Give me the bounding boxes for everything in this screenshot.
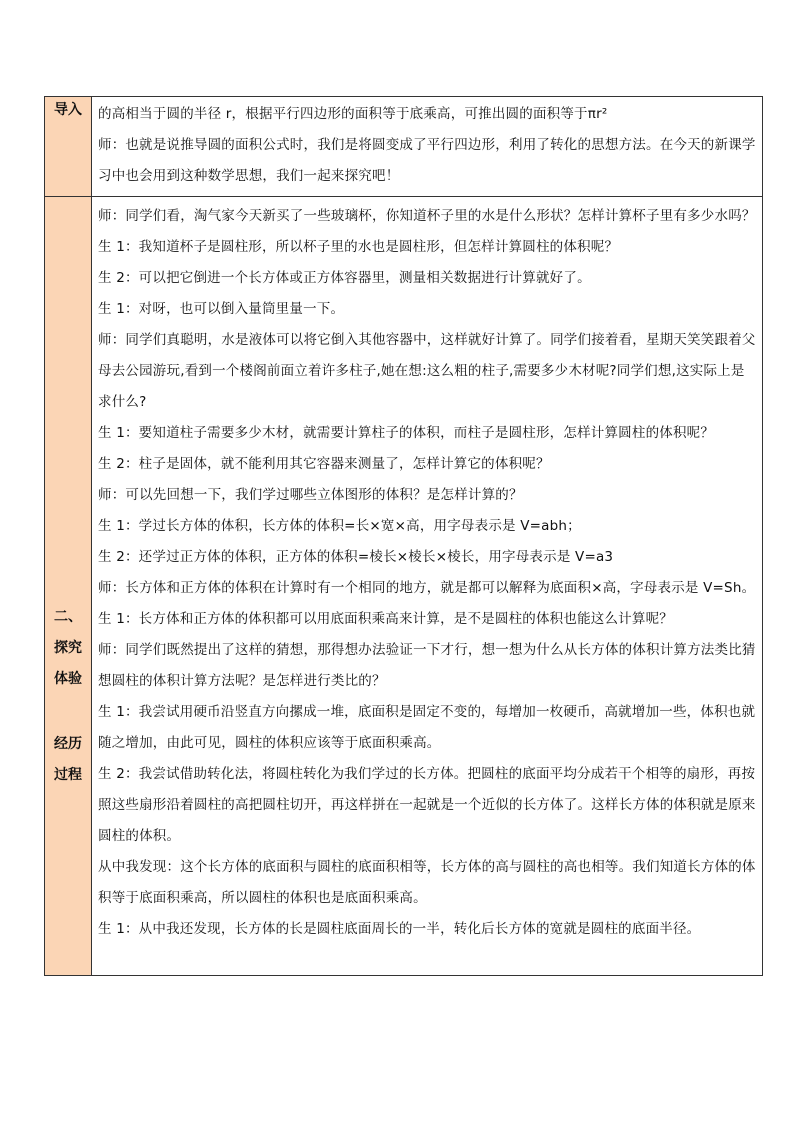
explore-label-cell [45,197,92,976]
explore-content-cell [92,197,763,976]
intro-label: 导入 [54,102,82,118]
dialogue-line: 生 2：我尝试借助转化法，将圆柱转化为我们学过的长方体。把圆柱的底面平均分成若干个相等的扇形，再按照这些扇形沿着圆柱的高把圆柱切开，再这样拼在一起就是一个近似的长方体了。这样长方体的体积就是原来圆柱的体积。 [98,766,756,844]
dialogue-line: 生 1：我尝试用硬币沿竖直方向摞成一堆，底面积是固定不变的，每增加一枚硬币，高就增加一些，体积也就随之增加，由此可见，圆柱的体积应该等于底面积乘高。 [98,704,756,751]
explore-label-line: 过程 [54,767,82,783]
intro-paragraph: 的高相当于圆的半径 r，根据平行四边形的面积等于底乘高，可推出圆的面积等于πr² [98,106,608,122]
lesson-table [44,96,763,976]
explore-label-line: 经历 [54,736,82,752]
explore-label-stack [45,197,91,975]
intro-content-cell [92,97,763,197]
dialogue-line: 生 2：柱子是固体，就不能利用其它容器来测量了，怎样计算它的体积呢？ [98,456,550,472]
dialogue-line: 师：同学们真聪明，水是液体可以将它倒入其他容器中，这样就好计算了。同学们接着看，星期天笑笑跟着父母去公园游玩,看到一个楼阁前面立着许多柱子,她在想:这么粗的柱子,需要多少木材呢?同学们想,这实际上是求什么? [98,332,756,410]
explore-label-line: 二、 [54,609,82,625]
explore-label-line: 体验 [54,671,82,687]
dialogue-line: 师：可以先回想一下，我们学过哪些立体图形的体积？是怎样计算的？ [98,487,523,503]
dialogue-line: 师：同学们看，淘气家今天新买了一些玻璃杯，你知道杯子里的水是什么形状？怎样计算杯子里有多少水吗？ [98,208,756,224]
dialogue-line: 生 1：对呀，也可以倒入量筒里量一下。 [98,301,345,317]
dialogue-line: 师：长方体和正方体的体积在计算时有一个相同的地方，就是都可以解释为底面积×高，字母表示是 V=Sh。 [98,580,756,596]
dialogue-line: 生 1：我知道杯子是圆柱形，所以杯子里的水也是圆柱形，但怎样计算圆柱的体积呢？ [98,239,619,255]
explore-label-line: 探究 [54,640,82,656]
dialogue-line: 从中我发现：这个长方体的底面积与圆柱的底面积相等，长方体的高与圆柱的高也相等。我们知道长方体的体积等于底面积乘高，所以圆柱的体积也是底面积乘高。 [98,859,756,906]
intro-row [45,97,763,197]
dialogue-line: 生 1：长方体和正方体的体积都可以用底面积乘高来计算，是不是圆柱的体积也能这么计算呢？ [98,611,673,627]
dialogue-line: 生 1：从中我还发现，长方体的长是圆柱底面周长的一半，转化后长方体的宽就是圆柱的底面半径。 [98,921,701,937]
dialogue-line: 生 1：要知道柱子需要多少木材，就需要计算柱子的体积，而柱子是圆柱形，怎样计算圆柱的体积呢？ [98,425,715,441]
intro-paragraph: 师：也就是说推导圆的面积公式时，我们是将圆变成了平行四边形，利用了转化的思想方法。在今天的新课学习中也会用到这种数学思想，我们一起来探究吧！ [98,137,756,184]
dialogue-line: 生 2：可以把它倒进一个长方体或正方体容器里，测量相关数据进行计算就好了。 [98,270,591,286]
explore-row [45,197,763,976]
dialogue-line: 师：同学们既然提出了这样的猜想，那得想办法验证一下才行，想一想为什么从长方体的体积计算方法类比猜想圆柱的体积计算方法呢？是怎样进行类比的？ [98,642,756,689]
dialogue-line: 生 1：学过长方体的体积，长方体的体积=长×宽×高，用字母表示是 V=abh； [98,518,581,534]
dialogue-line: 生 2：还学过正方体的体积，正方体的体积=棱长×棱长×棱长，用字母表示是 V=a3 [98,549,614,565]
intro-label-cell [45,97,92,197]
